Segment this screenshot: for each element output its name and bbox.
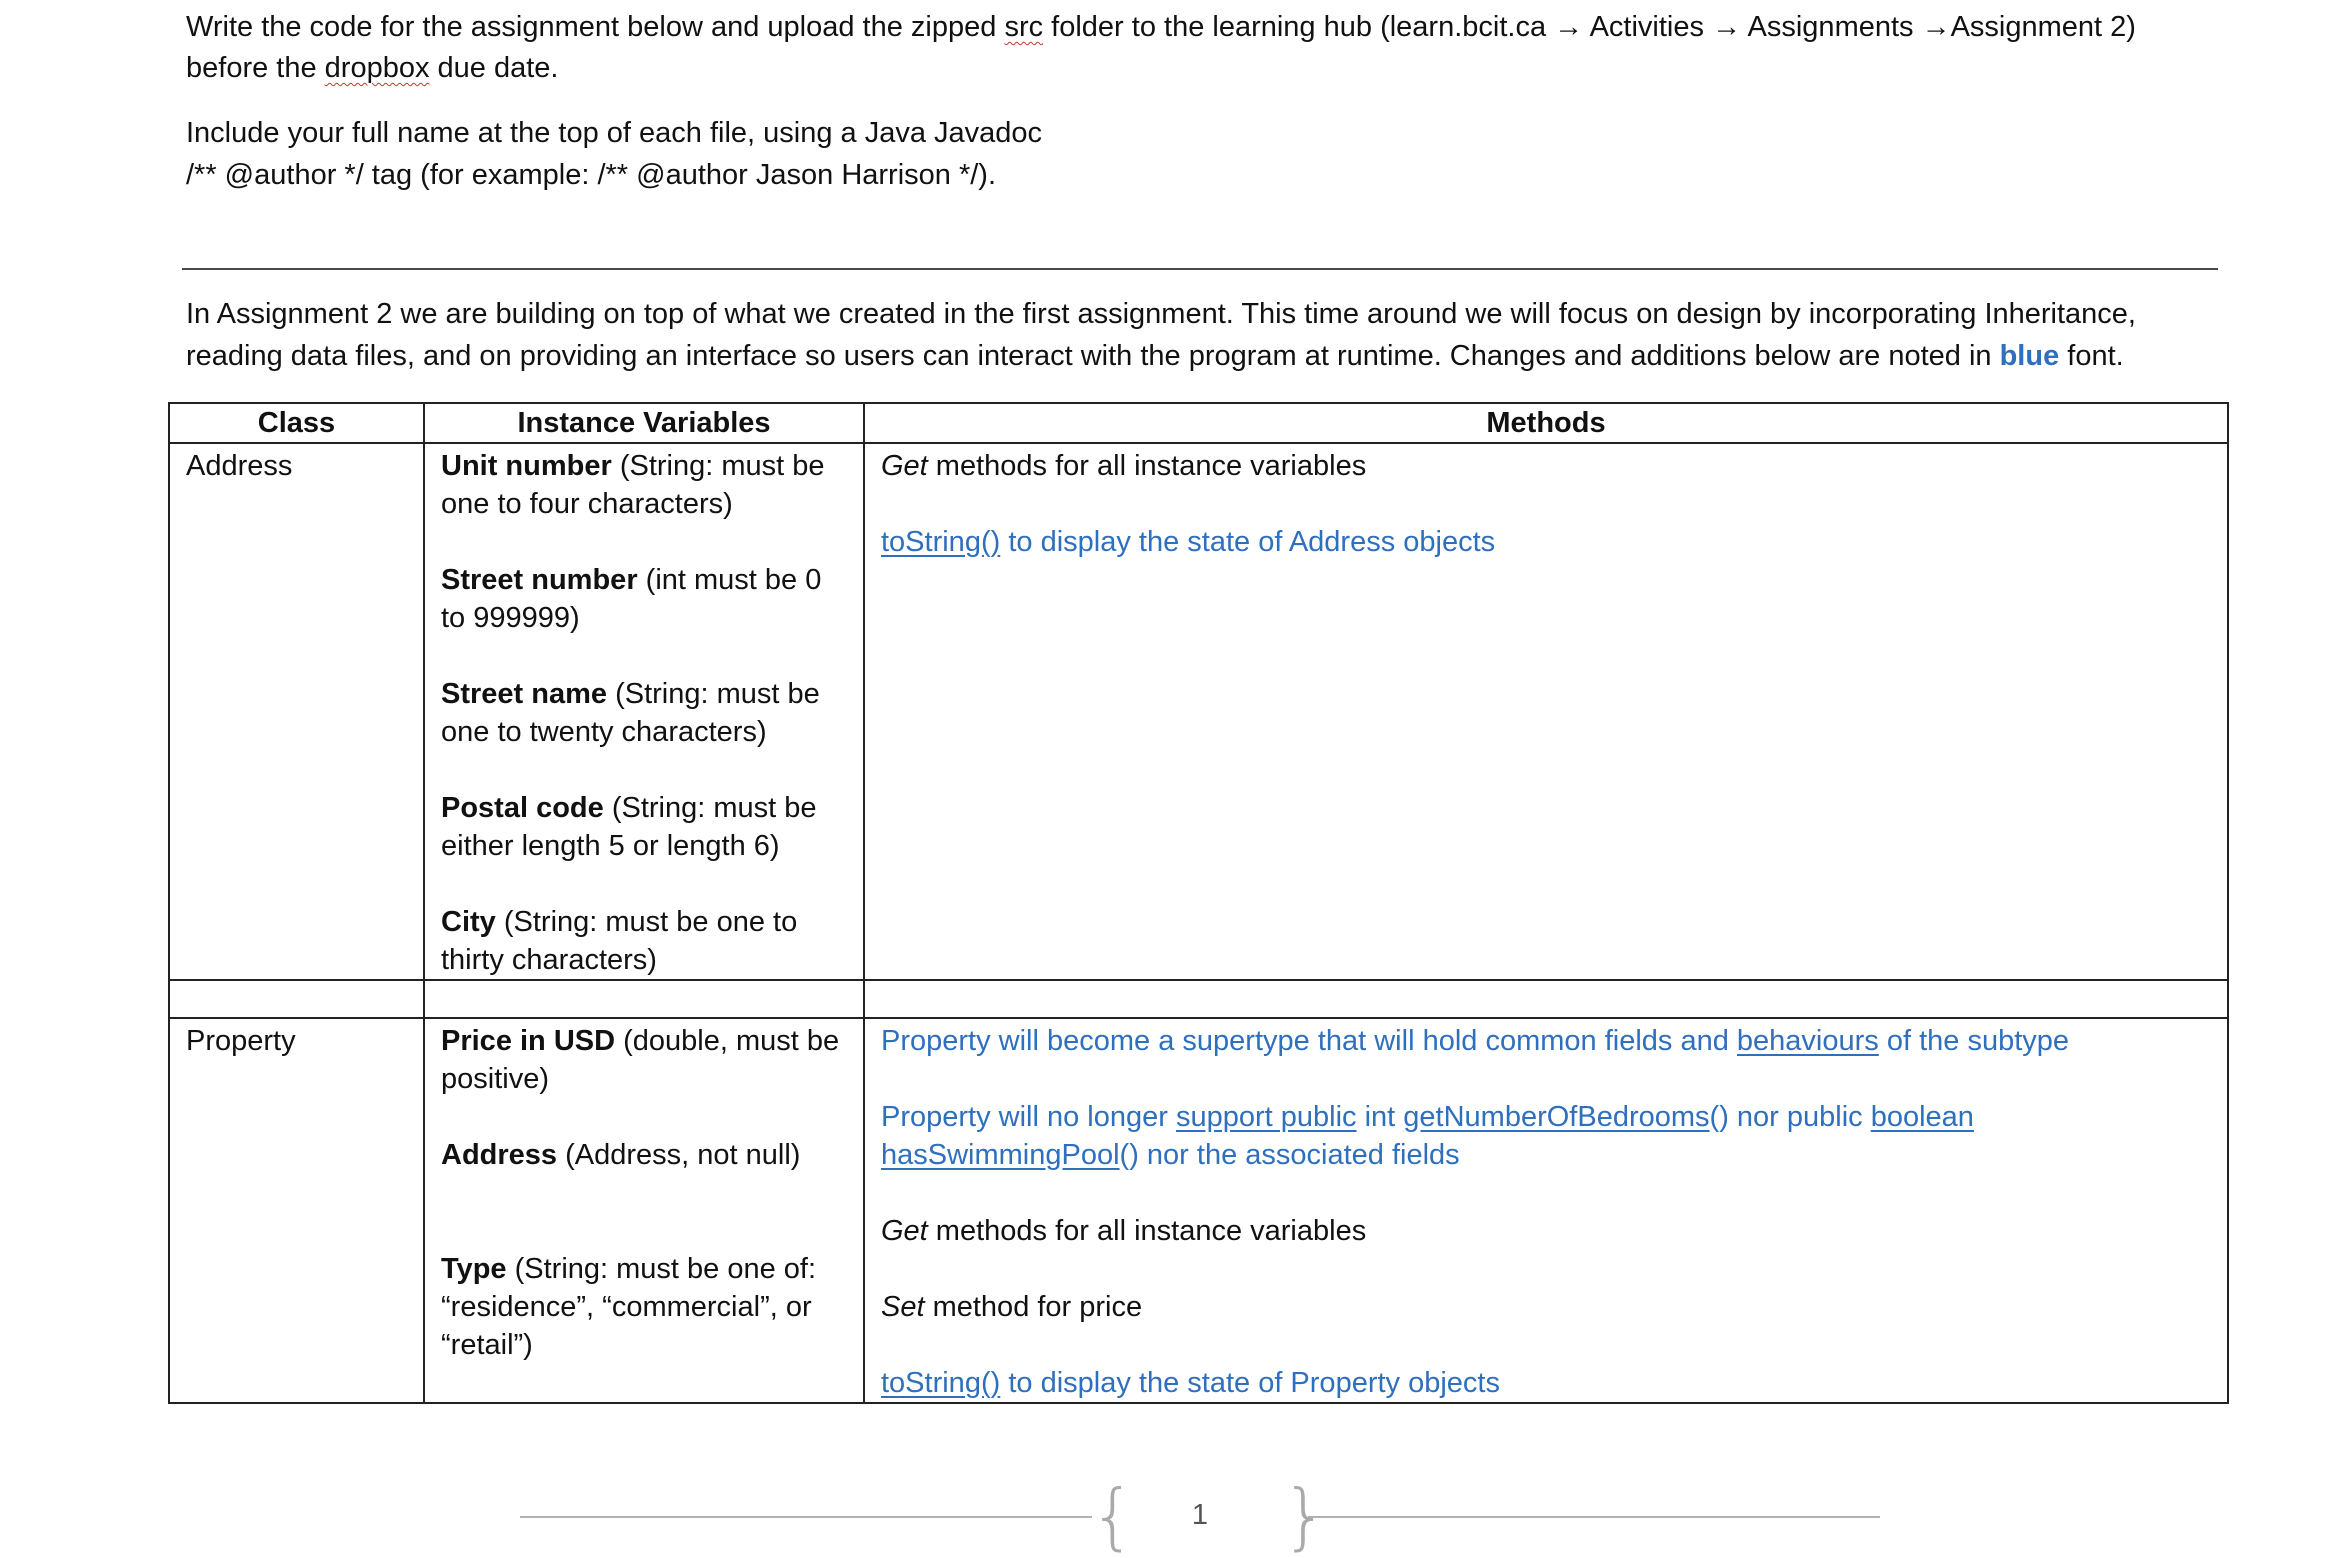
table-spacer-row xyxy=(169,980,2228,1018)
var-street-name: Street name (String: must be one to twenty characters) xyxy=(441,678,820,748)
var-address: Address (Address, not null) xyxy=(441,1139,801,1171)
intro-text: folder to the learning hub (learn.bcit.ca → Activities → Assignments →Assignment 2) xyxy=(1043,11,2136,43)
spellcheck-word-dropbox: dropbox xyxy=(324,52,430,84)
intro-text: Write the code for the assignment below and upload the zipped xyxy=(186,11,1005,43)
method-tostring: toString() to display the state of Address objects xyxy=(881,526,1496,558)
footer-left-brace-icon: { xyxy=(1090,1474,1136,1558)
var-postal-code: Postal code (String: must be either length 5 or length 6) xyxy=(441,792,817,862)
address-methods xyxy=(864,443,2228,980)
property-methods xyxy=(864,1018,2228,1403)
spacer-cell xyxy=(864,980,2228,1018)
class-spec-table xyxy=(168,402,2229,1404)
address-instance-variables xyxy=(424,443,864,980)
intro-line-1 xyxy=(186,6,2136,48)
table-row-property xyxy=(169,1018,2228,1403)
method-removed-note: Property will no longer support public int getNumberOfBedrooms() nor public boolean hasSwimmingPool() nor the associated fields xyxy=(881,1101,1974,1171)
var-unit-number: Unit number (String: must be one to four characters) xyxy=(441,450,825,520)
description-text: font. xyxy=(2059,340,2124,372)
intro-text: before the xyxy=(186,52,325,84)
intro-line-4: /** @author */ tag (for example: /** @author Jason Harrison */). xyxy=(186,159,997,191)
spellcheck-word-src: src xyxy=(1004,11,1044,43)
method-tostring: toString() to display the state of Property objects xyxy=(881,1367,1500,1399)
table-row-address xyxy=(169,443,2228,980)
tostring-word: toString() xyxy=(881,1367,1001,1399)
header-class: Class xyxy=(169,403,424,443)
page-number: 1 xyxy=(1191,1499,1209,1531)
method-set-price: Set method for price xyxy=(881,1291,1143,1323)
intro-text: due date. xyxy=(429,52,559,84)
horizontal-divider xyxy=(182,268,2218,270)
var-type: Type (String: must be one of: “residence”, “commercial”, or “retail”) xyxy=(441,1253,817,1361)
footer-right-brace-icon: } xyxy=(1282,1474,1328,1558)
intro-line-2 xyxy=(186,47,558,89)
footer-line-right xyxy=(1308,1516,1880,1518)
tostring-word: toString() xyxy=(881,526,1001,558)
class-name-property: Property xyxy=(169,1018,424,1403)
method-supertype-note: Property will become a supertype that will hold common fields and behaviours of the subtype xyxy=(881,1025,2070,1057)
spacer-cell xyxy=(424,980,864,1018)
description-line-1: In Assignment 2 we are building on top of what we created in the first assignment. This time around we will focus on design by incorporating Inheritance, xyxy=(186,298,2136,330)
footer-line-left xyxy=(520,1516,1092,1518)
description-text: reading data files, and on providing an interface so users can interact with the program at runtime. Changes and additions below are noted in xyxy=(186,340,2000,372)
spacer-cell xyxy=(169,980,424,1018)
intro-line-3: Include your full name at the top of each file, using a Java Javadoc xyxy=(186,117,1043,149)
blue-keyword: blue xyxy=(1999,340,2060,372)
header-methods: Methods xyxy=(864,403,2228,443)
header-instance-variables: Instance Variables xyxy=(424,403,864,443)
var-street-number: Street number (int must be 0 to 999999) xyxy=(441,564,822,634)
method-get: Get methods for all instance variables xyxy=(881,1215,1367,1247)
description-line-2 xyxy=(186,335,2124,377)
class-name-address: Address xyxy=(169,443,424,980)
property-instance-variables xyxy=(424,1018,864,1403)
var-price: Price in USD (double, must be positive) xyxy=(441,1025,840,1095)
method-get: Get methods for all instance variables xyxy=(881,450,1367,482)
table-header-row xyxy=(169,403,2228,443)
var-city: City (String: must be one to thirty characters) xyxy=(441,906,798,976)
